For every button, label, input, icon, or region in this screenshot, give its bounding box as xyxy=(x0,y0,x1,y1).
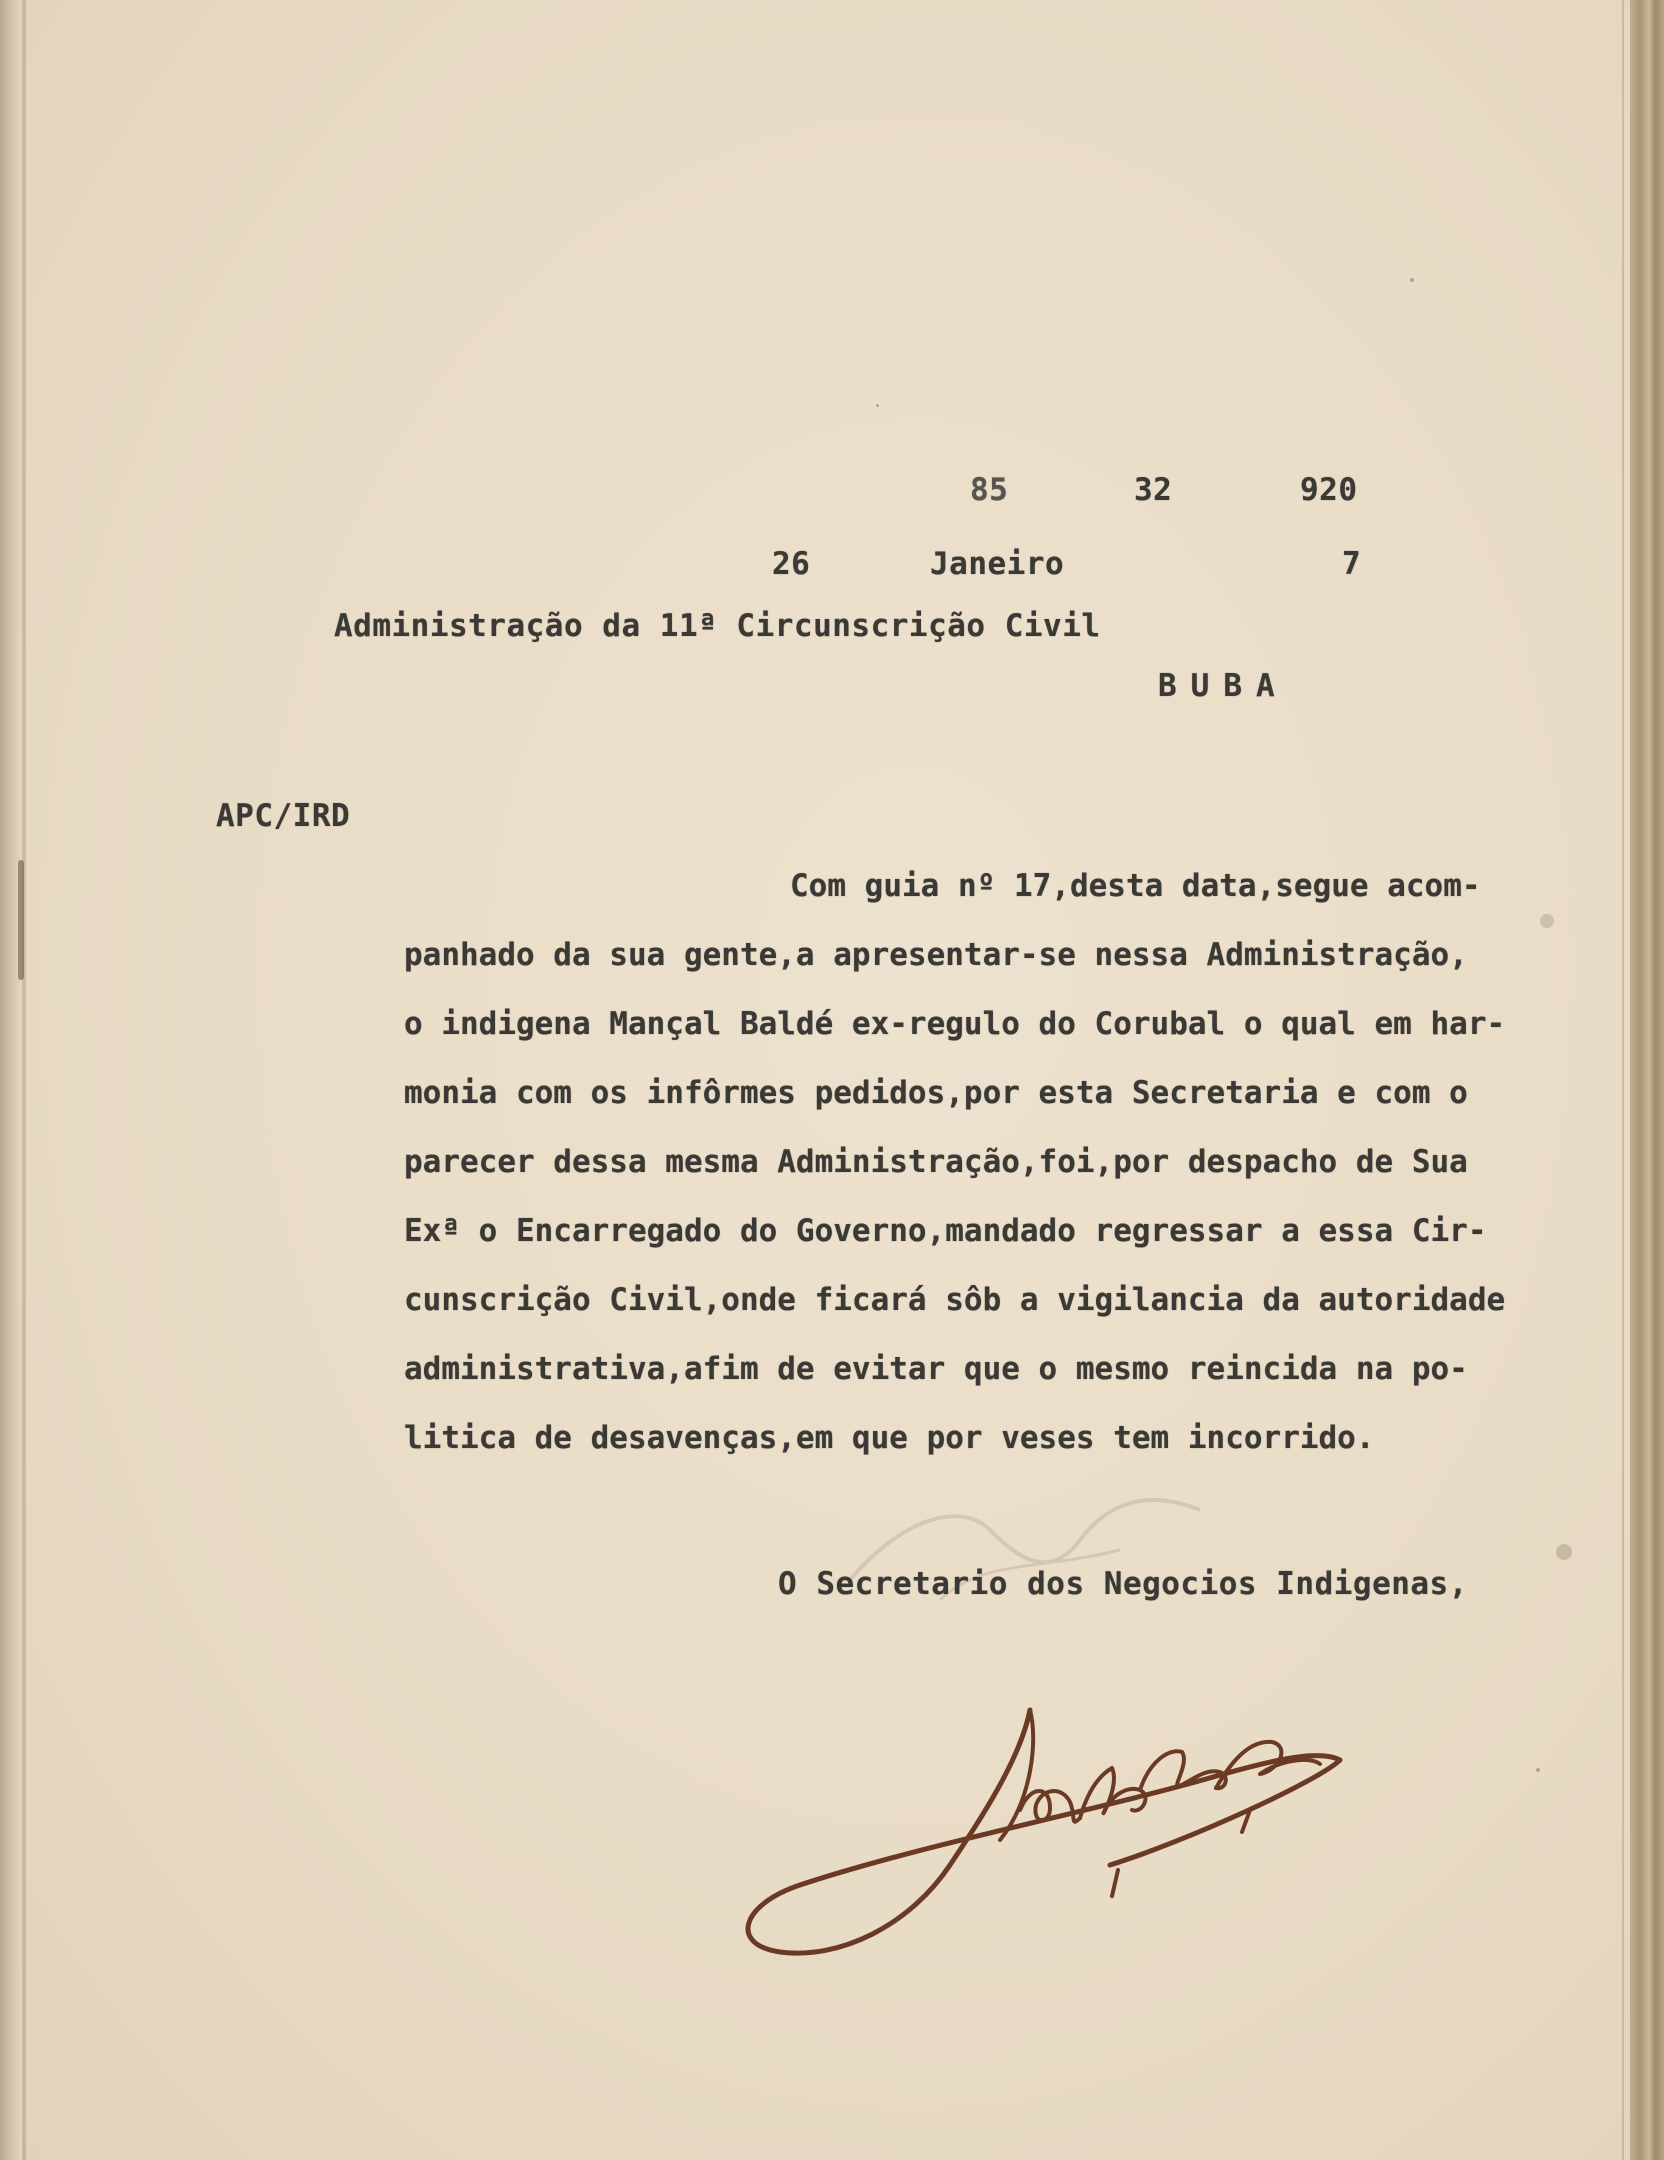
binding-gutter xyxy=(22,0,26,2160)
body-line: administrativa,afim de evitar que o mesmo reincida na po- xyxy=(404,1351,1468,1387)
body-line: Com guia nº 17,desta data,segue acom- xyxy=(790,868,1481,904)
reference-number-1: 85 xyxy=(970,472,1009,508)
body-line: parecer dessa mesma Administração,foi,por despacho de Sua xyxy=(404,1144,1468,1180)
body-line: cunscrição Civil,onde ficará sôb a vigilancia da autoridade xyxy=(404,1282,1506,1318)
body-line: panhado da sua gente,a apresentar-se nessa Administração, xyxy=(404,937,1468,973)
reference-number-3: 920 xyxy=(1300,472,1358,508)
body-line: litica de desavenças,em que por veses tem incorrido. xyxy=(404,1420,1375,1456)
date-day: 26 xyxy=(772,546,811,582)
body-line: monia com os infôrmes pedidos,por esta Secretaria e com o xyxy=(404,1075,1468,1111)
date-month: Janeiro xyxy=(930,546,1065,582)
paper-fleck xyxy=(1536,1768,1540,1772)
handwritten-signature-icon xyxy=(720,1690,1360,1980)
destination-place: BUBA xyxy=(1158,668,1289,704)
letter-body xyxy=(404,866,1624,1487)
stacked-page-edges xyxy=(1630,0,1664,2160)
paper-fleck xyxy=(876,404,879,407)
body-line: o indigena Mançal Baldé ex-regulo do Corubal o qual em har- xyxy=(404,1006,1506,1042)
body-line: Exª o Encarregado do Governo,mandado regressar a essa Cir- xyxy=(404,1213,1487,1249)
reference-number-2: 32 xyxy=(1134,472,1173,508)
binding-thread-mark xyxy=(18,860,24,980)
date-year: 7 xyxy=(1342,546,1362,582)
book-binding-left xyxy=(0,0,22,2160)
closing-title: O Secretario dos Negocios Indigenas, xyxy=(778,1566,1468,1602)
paper-stain xyxy=(1556,1544,1572,1560)
addressee: Administração da 11ª Circunscrição Civil xyxy=(334,608,1101,644)
paper-fleck xyxy=(1410,278,1414,282)
paper-stain xyxy=(1540,914,1554,928)
reference-code: APC/IRD xyxy=(216,798,351,834)
